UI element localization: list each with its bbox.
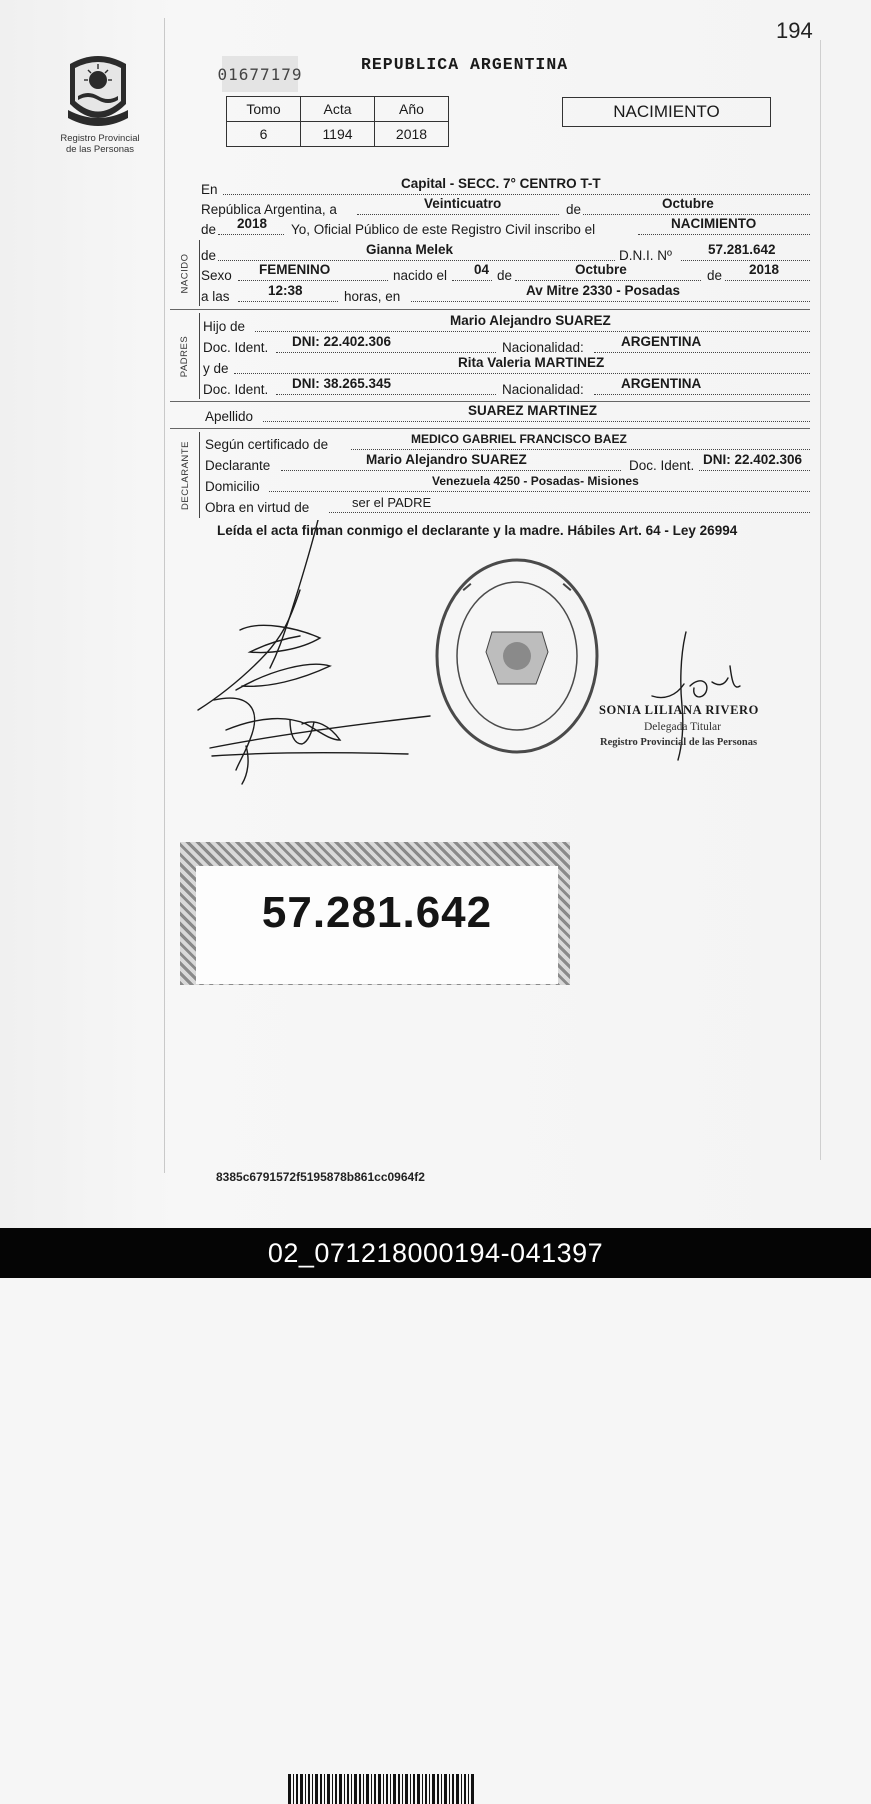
- divider-1: [170, 309, 810, 310]
- nacido-section-label: NACIDO: [170, 240, 200, 306]
- month-value: Octubre: [662, 196, 714, 211]
- father-name: Mario Alejandro SUAREZ: [450, 313, 611, 328]
- birth-day: 04: [474, 262, 490, 277]
- footer-code: 02_071218000194-041397: [267, 1237, 604, 1268]
- father-doc: DNI: 22.402.306: [292, 334, 392, 349]
- birth-time: 12:38: [268, 283, 303, 298]
- mother-doc: DNI: 38.265.345: [292, 376, 392, 391]
- birth-de-label-2: de: [707, 268, 723, 283]
- left-margin-line: [164, 18, 165, 1173]
- apellido-label: Apellido: [205, 409, 254, 424]
- birth-month: Octubre: [575, 262, 627, 277]
- field-obra: [201, 495, 810, 518]
- header-ano: Año: [375, 97, 449, 122]
- horas-label: horas, en: [344, 289, 401, 304]
- act-type-box: NACIMIENTO: [562, 97, 771, 127]
- document-title: REPUBLICA ARGENTINA: [361, 55, 569, 74]
- dni-sticker: [180, 842, 570, 985]
- declarante-doc-label: Doc. Ident.: [629, 458, 695, 473]
- field-time-place: [201, 283, 810, 307]
- sticker-number: 57.281.642: [261, 888, 493, 937]
- certificado-value: MEDICO GABRIEL FRANCISCO BAEZ: [411, 432, 627, 446]
- mother-name: Rita Valeria MARTINEZ: [458, 355, 605, 370]
- hijo-de-label: Hijo de: [203, 319, 246, 334]
- padres-section-label: PADRES: [170, 313, 200, 399]
- domicilio-label: Domicilio: [205, 479, 260, 494]
- certificado-label: Según certificado de: [205, 437, 329, 452]
- nacido-de-label: de: [201, 248, 217, 263]
- inscribo-value: NACIMIENTO: [671, 216, 757, 231]
- declarante-name: Mario Alejandro SUAREZ: [366, 452, 527, 467]
- child-sexo: FEMENINO: [259, 262, 331, 277]
- hash-code: 8385c6791572f5195878b861cc0964f2: [216, 1170, 425, 1184]
- a-las-label: a las: [201, 289, 230, 304]
- official-org: Registro Provincial de las Personas: [600, 737, 758, 748]
- divider-2: [170, 401, 810, 402]
- serial-number: 01677179: [222, 56, 298, 92]
- value-acta: 1194: [301, 122, 375, 147]
- record-table: [226, 96, 449, 147]
- header-acta: Acta: [301, 97, 375, 122]
- field-declarante: [201, 452, 810, 476]
- declarante-section-label: DECLARANTE: [170, 432, 200, 518]
- en-value: Capital - SECC. 7° CENTRO T-T: [401, 176, 601, 191]
- field-mother-doc: [201, 376, 810, 400]
- y-de-label: y de: [203, 361, 229, 376]
- header-tomo: Tomo: [227, 97, 301, 122]
- declarant-signature-icon: [190, 520, 440, 790]
- barcode-icon: [288, 1774, 474, 1804]
- apellido-value: SUAREZ MARTINEZ: [468, 403, 597, 418]
- date-de-label: de: [566, 202, 582, 217]
- en-label: En: [201, 182, 218, 197]
- registry-caption-line1: Registro Provincial: [60, 133, 140, 144]
- birth-de-label: de: [497, 268, 513, 283]
- day-value: Veinticuatro: [424, 196, 502, 211]
- mother-doc-label: Doc. Ident.: [203, 382, 269, 397]
- child-name: Gianna Melek: [366, 242, 454, 257]
- official-name: SONIA LILIANA RIVERO: [599, 703, 759, 717]
- registry-seal-icon: [432, 556, 602, 756]
- birth-place: Av Mitre 2330 - Posadas: [526, 283, 681, 298]
- official-role: Delegada Titular: [644, 721, 721, 733]
- obra-label: Obra en virtud de: [205, 500, 310, 515]
- obra-value: ser el PADRE: [352, 495, 432, 510]
- value-tomo: 6: [227, 122, 301, 147]
- father-doc-label: Doc. Ident.: [203, 340, 269, 355]
- year-value: 2018: [237, 216, 268, 231]
- registry-caption-line2: de las Personas: [65, 144, 135, 155]
- father-nationality: ARGENTINA: [621, 334, 702, 349]
- record-table-value-row: [227, 122, 449, 147]
- right-margin-line: [820, 40, 821, 1160]
- value-ano: 2018: [375, 122, 449, 147]
- field-en: [201, 176, 810, 200]
- nacido-el-label: nacido el: [393, 268, 448, 283]
- footer-bar: [0, 1228, 871, 1278]
- divider-3: [170, 428, 810, 429]
- page-number: 194: [776, 18, 813, 43]
- sexo-label: Sexo: [201, 268, 232, 283]
- province-crest-icon: [64, 50, 132, 130]
- field-inscribo: [201, 216, 810, 240]
- year-de-label: de: [201, 222, 217, 237]
- mother-nac-label: Nacionalidad:: [502, 382, 584, 397]
- oficial-text: Yo, Oficial Público de este Registro Civil inscribo el: [291, 222, 596, 237]
- field-domicilio: [201, 474, 810, 497]
- child-dni: 57.281.642: [708, 242, 776, 257]
- dni-label: D.N.I. Nº: [619, 248, 672, 263]
- father-nac-label: Nacionalidad:: [502, 340, 584, 355]
- domicilio-value: Venezuela 4250 - Posadas- Misiones: [432, 474, 639, 488]
- field-apellido: [201, 403, 810, 427]
- declarante-label: Declarante: [205, 458, 271, 473]
- registry-caption: [40, 133, 160, 155]
- mother-nationality: ARGENTINA: [621, 376, 702, 391]
- birth-year: 2018: [749, 262, 780, 277]
- declarante-doc: DNI: 22.402.306: [703, 452, 803, 467]
- closing-text: Leída el acta firman conmigo el declarante y la madre. Hábiles Art. 64 - Ley 26994: [217, 523, 738, 538]
- sticker-face: [196, 866, 558, 984]
- record-table-header-row: [227, 97, 449, 122]
- republica-label: República Argentina, a: [201, 202, 337, 217]
